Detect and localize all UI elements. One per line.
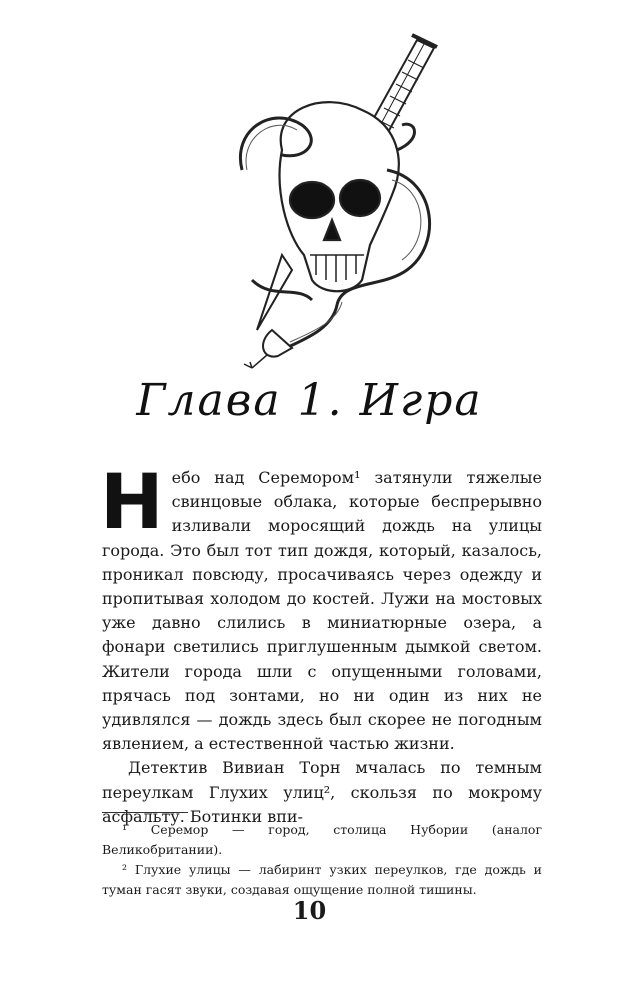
- footnote-divider: [102, 812, 188, 813]
- paragraph-1: [100, 457, 542, 756]
- skull-snake-sword-icon: [212, 30, 462, 370]
- paragraph-2: Детектив Вивиан Торн мчалась по темным переулкам Глухих улиц², скользя по мокрому асфальту. Ботинки впи-: [102, 758, 542, 826]
- drop-cap: Н: [100, 457, 164, 546]
- page-number: 10: [292, 896, 327, 925]
- chapter-title: Глава 1. Игра: [136, 375, 483, 426]
- paragraph-1-text: ебо над Серемором¹ затянули тяжелые свинцовые облака, которые беспрерывно изливали моросящий дождь на улицы города. Это был тот тип дождя, который, казалось, проникал повсюду, просачиваясь через одежду и пропитывая холодом до костей. Лужи на мостовых уже давно слились в миниатюрные озера, а фонари светились приглушенным дымкой светом. Жители города шли с опущенными головами, прячась под зонтами, но ни один из них не удивлялся — дождь здесь был скорее не погодным явлением, а естественной частью жизни.: [102, 468, 542, 754]
- footnote-1: ¹ Серемор — город, столица Нубории (аналог Великобритании).: [102, 822, 542, 857]
- body-text: [100, 457, 542, 829]
- footnotes: [102, 820, 542, 900]
- footnote-2: ² Глухие улицы — лабиринт узких переулков, где дождь и туман гасят звуки, создавая ощущение полной тишины.: [102, 862, 542, 897]
